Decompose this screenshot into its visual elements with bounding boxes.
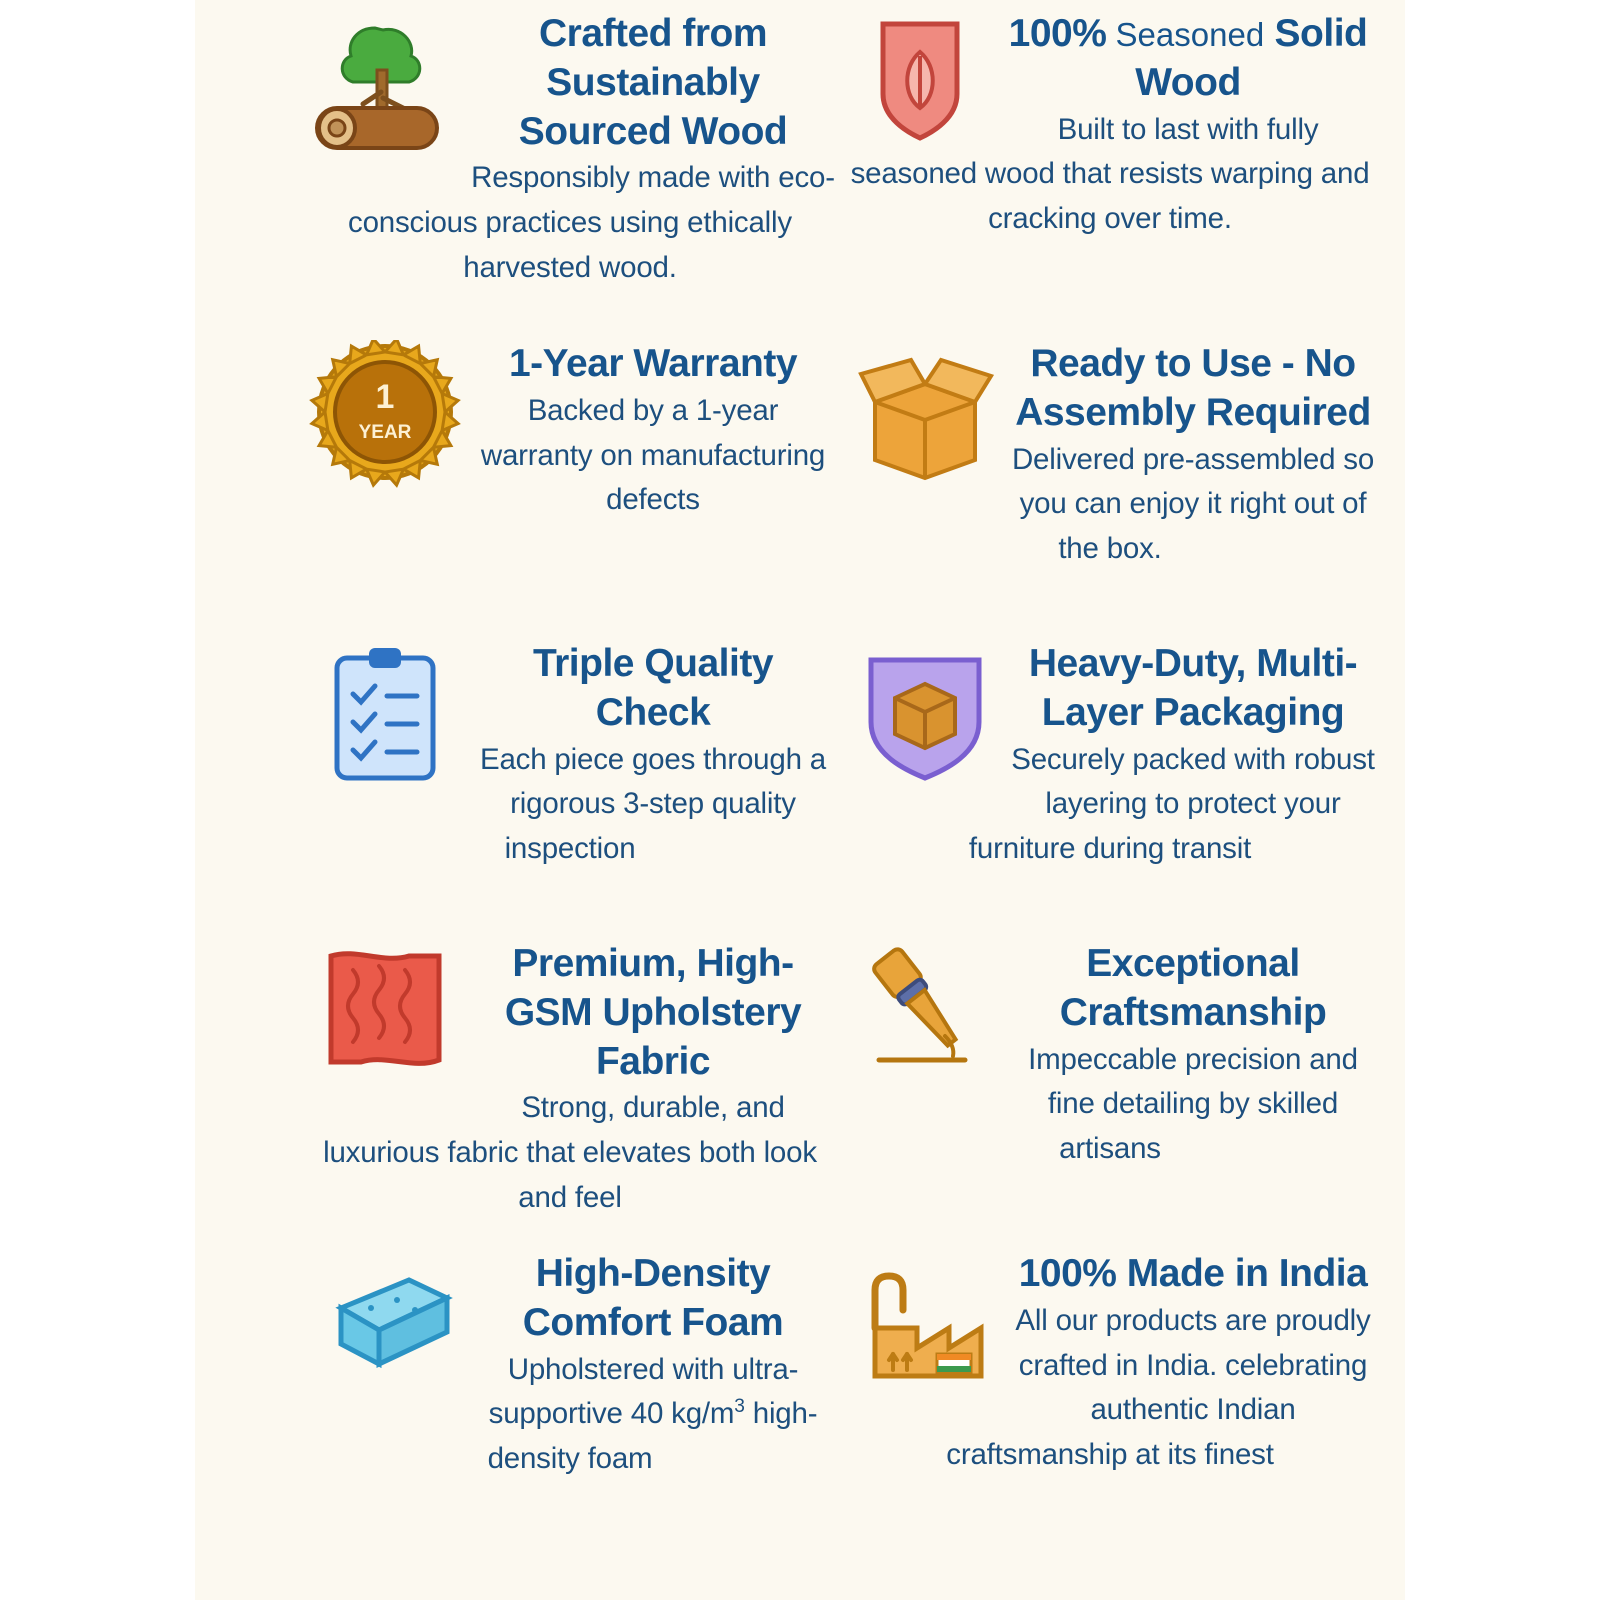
feature-title-main: Solid Wood (1135, 12, 1368, 104)
feature-craftsmanship (845, 940, 1375, 1172)
chisel-tool-icon (845, 940, 1005, 1090)
foam-body-part2: high-density foam (487, 1397, 818, 1476)
feature-title: Exceptional Craftsmanship (1059, 942, 1327, 1034)
feature-body: Each piece goes through a rigorous 3-step quality inspection (480, 742, 826, 866)
factory-india-icon (845, 1250, 1005, 1400)
open-box-icon (845, 340, 1005, 490)
leaf-shield-icon (845, 10, 995, 150)
feature-title: Triple Quality Check (532, 642, 774, 734)
feature-body: Delivered pre-assembled so you can enjoy it right out of the box. (1011, 442, 1375, 566)
infographic-page (195, 0, 1405, 1600)
feature-title: Premium, High-GSM Upholstery Fabric (504, 942, 802, 1083)
feature-body: Responsibly made with eco-conscious practices using ethically harvested wood. (348, 161, 835, 284)
feature-packaging (845, 640, 1375, 872)
warranty-badge-icon (305, 340, 465, 490)
feature-fabric (305, 940, 835, 1221)
foam-body-part1: Upholstered with ultra-supportive 40 kg/m (488, 1352, 799, 1431)
feature-body: Impeccable precision and fine detailing by skilled artisans (1028, 1042, 1358, 1166)
feature-body: Built to last with fully seasoned wood that resists warping and cracking over time. (850, 112, 1370, 236)
fabric-swatch-icon (305, 940, 465, 1090)
feature-body: Securely packed with robust layering to protect your furniture during transit (968, 742, 1375, 866)
feature-made-in-india (845, 1250, 1375, 1478)
feature-title-percent: 100% (1008, 12, 1107, 55)
feature-sustainable-wood (305, 10, 835, 291)
feature-body: Backed by a 1-year warranty on manufacturing defects (480, 393, 826, 517)
feature-title: Ready to Use - No Assembly Required (1015, 342, 1371, 434)
feature-title: 100% Made in India (1018, 1252, 1368, 1295)
feature-seasoned-solid-wood (845, 10, 1375, 242)
feature-quality-check (305, 640, 835, 872)
foam-block-icon (305, 1250, 465, 1400)
feature-foam (305, 1250, 835, 1482)
features-grid (195, 0, 1405, 1600)
wood-log-tree-icon (305, 10, 465, 160)
warranty-number: 1 (375, 378, 395, 416)
foam-body-sup: 3 (734, 1396, 745, 1418)
warranty-unit: YEAR (358, 422, 412, 443)
feature-title-sub: Seasoned (1106, 16, 1265, 53)
feature-title: 1-Year Warranty (508, 342, 798, 385)
clipboard-checklist-icon (305, 640, 465, 790)
feature-title: Crafted from Sustainably Sourced Wood (518, 12, 788, 153)
feature-title: Heavy-Duty, Multi-Layer Packaging (1028, 642, 1358, 734)
feature-body: All our products are proudly crafted in India. celebrating authentic Indian craftsmanship at its finest (946, 1303, 1371, 1472)
feature-warranty (305, 340, 835, 523)
shield-package-icon (845, 640, 1005, 790)
feature-body: Strong, durable, and luxurious fabric that elevates both look and feel (323, 1091, 817, 1214)
feature-ready-to-use (845, 340, 1375, 572)
feature-title: High-Density Comfort Foam (522, 1252, 784, 1344)
